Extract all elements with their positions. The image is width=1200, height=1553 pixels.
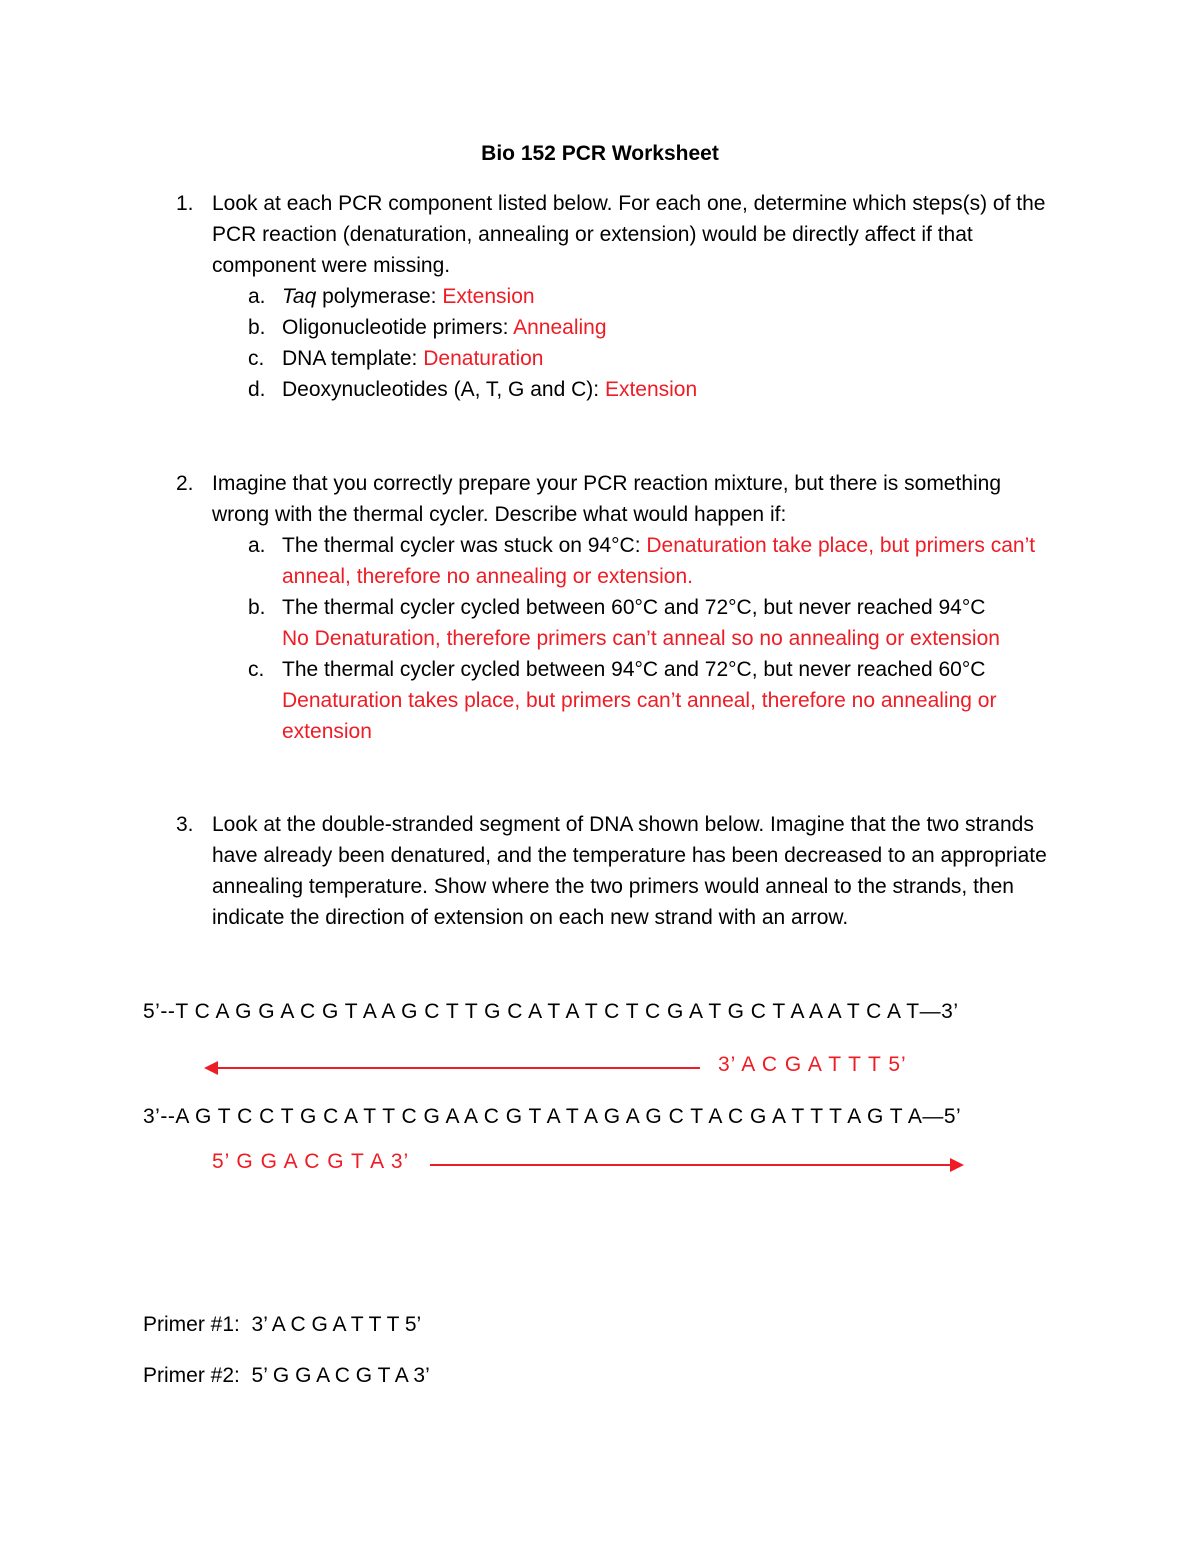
q1-item-c-answer: Denaturation: [423, 347, 544, 370]
primer2-arrowhead: [950, 1158, 964, 1172]
dna-bottom-strand: 3’--A G T C C T G C A T T C G A A C G T A T A G A G C T A C G A T T T A G T A—5’: [143, 1105, 962, 1128]
q2-item-b-letter: b.: [248, 596, 266, 619]
q2-item-b-answer: No Denaturation, therefore primers can’t anneal so no annealing or extension: [282, 627, 1000, 650]
q1-item-d-label: Deoxynucleotides (A, T, G and C):: [282, 378, 605, 401]
question-2-number: 2.: [176, 472, 194, 495]
q1-item-c-label: DNA template:: [282, 347, 424, 370]
q1-item-a-answer: Extension: [442, 285, 535, 308]
q2-item-c-letter: c.: [248, 658, 265, 681]
q1-item-c-letter: c.: [248, 347, 265, 370]
question-3-text: Look at the double-stranded segment of DNA shown below. Imagine that the two strands have already been denatured, and the temperature has been decreased to an appropriate annealing temperature. Show where the two primers would anneal to the strands, then indicate the direction of extension on each new strand with an arrow.: [212, 813, 1047, 929]
q1-item-a-italic: Taq: [282, 285, 317, 308]
primer1-label: Primer #1:: [143, 1313, 240, 1336]
primer2-annealed: 5’ G G A C G T A 3’: [212, 1150, 410, 1173]
question-2-text: Imagine that you correctly prepare your PCR reaction mixture, but there is something wrong with the thermal cycler. Describe what would happen if:: [212, 472, 1002, 526]
primer2-summary: [143, 1364, 430, 1388]
q1-item-a-label: polymerase:: [316, 285, 443, 308]
primer1-arrowhead: [204, 1061, 218, 1075]
question-3-number: 3.: [176, 813, 194, 836]
primer2-sequence: 5’ G G A C G T A 3’: [251, 1364, 430, 1387]
q1-item-b-answer: Annealing: [513, 316, 607, 339]
primer1-summary: [143, 1313, 421, 1337]
primer1-sequence: 3’ A C G A T T T 5’: [251, 1313, 422, 1336]
dna-top-strand: 5’--T C A G G A C G T A A G C T T G C A T A T C T C G A T G C T A A A T C A T—3’: [143, 1000, 959, 1023]
primer1-annealed: 3’ A C G A T T T 5’: [718, 1053, 907, 1076]
question-1-text: Look at each PCR component listed below. For each one, determine which steps(s) of the PCR reaction (denaturation, annealing or extension) would be directly affect if that component were missing.: [212, 192, 1046, 277]
q2-item-c-answer: Denaturation takes place, but primers can’t anneal, therefore no annealing or extension: [282, 689, 997, 743]
q1-item-b-label: Oligonucleotide primers:: [282, 316, 514, 339]
q2-item-c-label: The thermal cycler cycled between 94°C and 72°C, but never reached 60°C: [282, 658, 986, 681]
question-1-number: 1.: [176, 192, 194, 215]
q2-item-a-answer: Denaturation take place, but primers can’t anneal, therefore no annealing or extension.: [282, 534, 1036, 588]
q1-item-d-answer: Extension: [604, 378, 698, 401]
q2-item-a-letter: a.: [248, 534, 266, 557]
q1-item-b-letter: b.: [248, 316, 266, 339]
page-title: Bio 152 PCR Worksheet: [481, 142, 719, 165]
q2-item-b-label: The thermal cycler cycled between 60°C and 72°C, but never reached 94°C: [282, 596, 986, 619]
q2-item-a-label: The thermal cycler was stuck on 94°C:: [282, 534, 647, 557]
q1-item-d-letter: d.: [248, 378, 266, 401]
q1-item-a-letter: a.: [248, 285, 266, 308]
primer2-label: Primer #2:: [143, 1364, 240, 1387]
